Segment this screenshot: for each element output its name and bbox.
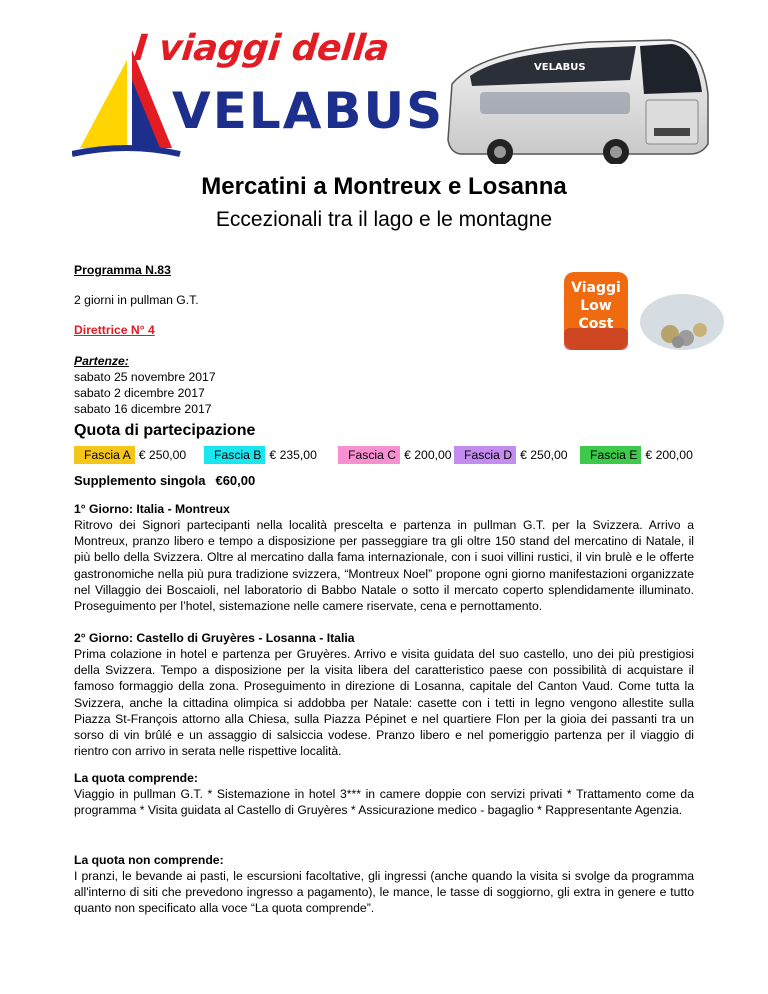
- supplemento-value: €60,00: [215, 473, 256, 488]
- fascia-price: € 250,00: [138, 448, 187, 462]
- departure-date: sabato 16 dicembre 2017: [74, 402, 212, 416]
- quota-heading: Quota di partecipazione: [74, 422, 256, 439]
- excludes-title: La quota non comprende:: [74, 853, 224, 867]
- logo-tagline: I viaggi della: [131, 28, 391, 69]
- fascia-label: Fascia A: [74, 446, 135, 464]
- includes-title: La quota comprende:: [74, 771, 198, 785]
- departure-date: sabato 25 novembre 2017: [74, 370, 216, 384]
- badge-line2: Low: [580, 298, 612, 314]
- fascia-label: Fascia E: [580, 446, 641, 464]
- fascia-price: € 250,00: [520, 448, 568, 462]
- fascia-price: € 235,00: [269, 448, 317, 462]
- bus-image: [440, 36, 712, 164]
- badge-line1: Viaggi: [571, 280, 621, 296]
- bus-logo-text: VELABUS: [534, 62, 586, 73]
- fascia-label: Fascia C: [338, 446, 400, 464]
- supplemento-label: Supplemento singola: [74, 473, 206, 488]
- includes-text: Viaggio in pullman G.T. * Sistemazione in hotel 3*** in camere doppie con servizi privati * Trattamento come da programma * Visita guidata al Castello di Gruyères * Assicurazione medico - bagaglio * Rappresentante Agenzia.: [74, 787, 694, 818]
- velabus-logo: [72, 22, 712, 182]
- page-title: Mercatini a Montreux e Losanna: [201, 173, 567, 200]
- program-number: Programma N.83: [74, 263, 171, 277]
- fascia-price: € 200,00: [404, 448, 452, 462]
- program-duration: 2 giorni in pullman G.T.: [74, 293, 199, 307]
- fascia-b: [204, 446, 317, 464]
- day2-title: 2° Giorno: Castello di Gruyères - Losanna - Italia: [74, 631, 355, 645]
- fascia-label: Fascia B: [204, 446, 265, 464]
- fascia-d: [454, 446, 568, 464]
- departures-label: Partenze:: [74, 354, 129, 368]
- fascia-e: [580, 446, 693, 464]
- page-subtitle: Eccezionali tra il lago e le montagne: [215, 208, 553, 231]
- excludes-text: I pranzi, le bevande ai pasti, le escursioni facoltative, gli ingressi (anche quando la visita si svolge da programma all'interno di siti che prevedono ingresso a pagamento), le mance, le tasse di soggiorno, gli extra in genere e tutto quanto non specificato alla voce “La quota comprende”.: [74, 869, 694, 916]
- low-cost-badge: [552, 268, 728, 356]
- program-direttrice: Direttrice N° 4: [74, 323, 155, 337]
- fasce-row: [74, 446, 694, 464]
- badge-line3: Cost: [578, 316, 614, 332]
- day1-title: 1° Giorno: Italia - Montreux: [74, 502, 230, 516]
- day1-text: Ritrovo dei Signori partecipanti nella località prescelta e partenza in pullman G.T. per la Svizzera. Arrivo a Montreux, pranzo libero e tempo a disposizione per passeggiare tra gli oltre 150 stand del mercatino di Natale, il più bello della Svizzera. Oltre al mercatino dalla fama internazionale, con i suoi villini rustici, il vin brulè e le offerte gastronomiche nella più pura tradizione svizzera, “Montreux Noel” propone ogni giorno manifestazioni organizzate nel Villaggio dei Boscaioli, nel laboratorio di Babbo Natale o sotto il mercato coperto splendidamente illuminato. Proseguimento per l’hotel, sistemazione nelle camere riservate, cena e pernottamento.: [74, 518, 694, 614]
- supplemento-singola: [74, 473, 255, 488]
- fascia-label: Fascia D: [454, 446, 516, 464]
- fascia-c: [338, 446, 452, 464]
- departure-date: sabato 2 dicembre 2017: [74, 386, 205, 400]
- fascia-price: € 200,00: [645, 448, 693, 462]
- day2-text: Prima colazione in hotel e partenza per Gruyères. Arrivo e visita guidata del suo castello, uno dei più prestigiosi della Svizzera. Tempo a disposizione per la visita libera del caratteristico paese con possibilità di acquistare il famoso formaggio della zona. Proseguimento in direzione di Losanna, capitale del Canton Vaud. Come tutta la Svizzera, anche la cittadina olimpica si addobba per Natale: casette con i tetti in legno vengono allestite sulla Piazza St-François attorno alla Chiesa, sulla Piazza Pépinet e nel quartiere Flon per la gioia dei passanti tra un sorso di vin brûlé e un assaggio di salsiccia vodese. Pranzo libero e nel pomeriggio partenza per il viaggio di rientro con arrivo in serata nelle rispettive località.: [74, 647, 694, 759]
- logo-wordmark: VELABUS: [172, 82, 445, 140]
- fascia-a: [74, 446, 186, 464]
